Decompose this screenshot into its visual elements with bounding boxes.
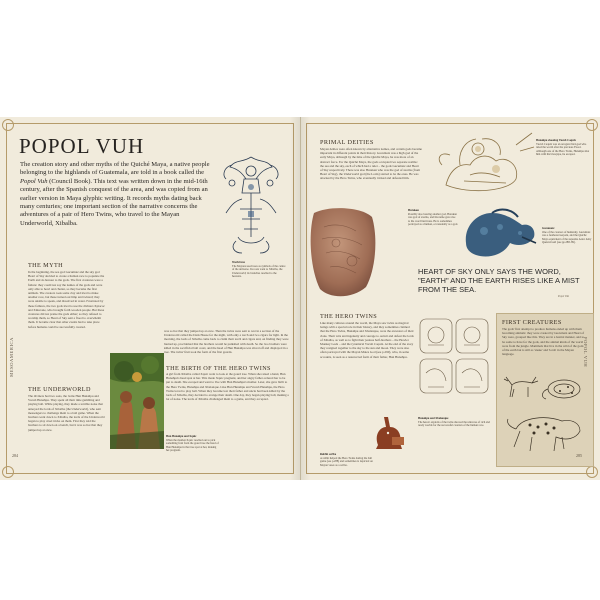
chapter-side-label: POPOL VUH	[583, 337, 588, 368]
intro-paragraph	[20, 161, 210, 228]
page-title: POPOL VUH	[19, 134, 145, 158]
intro-text-2: (Council Book). This text was written down in the mid-16th century, after the Spanish conquest of the area, and was copied from an earlier version in Maya glyphic writing. It records myths dating back many centuries; one important section of the narrative concerns the adventures of a pair of Hero Twins, who travel to the Mayan Underworld, Xibalba.	[20, 177, 208, 227]
book-spread	[0, 117, 600, 480]
hurakan-caption	[408, 209, 458, 227]
pull-quote: HEART OF SKY ONLY SAYS THE WORD, "EARTH" AND THE EARTH RISES LIKE A MIST FROM THE SEA.	[418, 267, 580, 294]
world-tree-illustration	[212, 149, 290, 257]
quote-attribution: Popol Vuh	[558, 295, 569, 298]
hunahpu-caption	[536, 139, 592, 157]
world-tree-caption	[232, 261, 286, 279]
caption-title: Hunahpu shooting Vucub Caquix	[536, 139, 576, 142]
caption-title: Hunahpu and Xbalanque	[418, 417, 449, 420]
caption-title: Hurakan	[408, 209, 419, 212]
primal-deities-body: Mayan deities were often known by alternative names, and certain gods became important in different points in their history. Gucumatz was a high god of the early Maya, although by the time of the Quiché Maya, he was more of an abstract force. For the Quiché Maya, the gods occupied two separate realms: the sea and the sky, each of which had a ruler – the gods Gucumatz and Heart of Sky respectively. There was also Hurakan who was the god of storms (from Heart of Sky), the Underworld god (the Lords) started to be the ones. He was attacked by the Hero Twins, who eventually tricked and defeated him.	[320, 147, 422, 181]
caption-text: A rabbit helped the Hero Twins during the ball game (see p.288) and sometimes is depicted on Mayan vases as a scribe.	[320, 456, 373, 467]
rabbit-scribe-drawing	[366, 415, 410, 453]
rabbit-caption	[320, 453, 376, 467]
caption-text: When the maiden Xquic reached out to pick something fruit from the gourd tree the head of Hun Hunahpu in that tree spat at her, making her pregnant.	[166, 438, 219, 452]
gucumatz-caption	[542, 227, 592, 245]
section-heading-underworld: THE UNDERWORLD	[28, 386, 91, 393]
the-myth-body: In the beginning, the sea god Gucumatz and the sky god Heart of Sky decided to create a human race to populate the Earth and do honour to the gods. The first creatures were a failure: they could not say the names of the gods and were only able to howl and chatter, so they became the first animals. The creators took some clay and tried to make another race, but these turned out limp and twisted; they were unable to speak, and dissolved in water. Frustrated by these failures, the two gods tried to use the diviners Xpiacoc and Xmucane, who brought forth wooden people. But these creatures did not praise the gods either; so they refused to worship them, so Heart of Sky sent a flood to overwhelm them. It became clear that other events had to take place before humans could be successfully created.	[28, 270, 105, 329]
underworld-body: The diviners had two sons, the twins Hun Hunahpu and Vucub Hunahpu. They spent all their time gambling and playing ball. While playing, they made a terrible noise that annoyed the lords of Xibalba (the Underworld), who sent messengers to challenge them to a ball game. When the brothers went down to Xibalba, the lords of the Underworld began to play cruel tricks on them. First they told the brothers to sit down on a bench, but it was so hot that they jumped up at once.	[28, 394, 105, 432]
border-ornament	[2, 119, 14, 131]
painting-caption	[166, 435, 220, 453]
section-heading-the-myth: THE MYTH	[28, 262, 63, 269]
section-side-label: MESOAMERICA	[9, 337, 14, 377]
page-number: 284	[12, 453, 18, 458]
caption-text: The Mayans used trees as symbols of the centre of the universe. Its roots went to Xibalba, the Underworld; its branches reached to the heavens.	[232, 264, 286, 278]
column-three-body: was so hot that they jumped up at once. Then the twins were sent to rest in a section of the Underworld called the Dark House for the night, with only a torch and two cigars for light. In the morning, the lords of Xibalba came back to claim their torch and cigars and, on finding they were burned up, proclaimed that the brothers would be punished with death. So the two brothers were killed in the sacrificial ball court, and the head of Hun Hunahpu was sliced off and displayed in a tree. The twins' fruit took the form of the first gourds.	[164, 329, 289, 355]
intro-text-1: The creation story and other myths of the Quiché Maya, a native people belonging to the highlands of Guatemala, are told in a book called the	[20, 161, 210, 177]
hero-twins-body: Like many cultures around the world, the Maya saw twins as magical beings with a special role in their history, and they sometimes claimed that the Hero Twins, Hunahpu and Xbalanque, were the ancestors of their clans. Their wits and ingenuity and courage to outwit and defeat the lords of Xibalba, as well as to fight their jealous half-brothers – the Howler Monkey Gods – and the tyrannical Vucub Caquix. At the end of the story they resigned together to the sky to the sun and moon. They were also often portrayed with the Mayan Maize God (see p.290), who, in some accounts, is seen as a resurrected form of their father, Hun Hunahpu.	[320, 321, 414, 359]
caption-title: World tree	[232, 261, 245, 264]
birth-body: A girl from Xibalba called Xquic went to look at the gourd tree. When she raised a hand, Hun Hunahpu's head spat at her. This made Xquic pregnant, and her angry father ordered her to be put to death. She escaped and went to live with Hun Hunahpu's mother. Later, she gave birth to the Hero Twins, Hunahpu and Xbalanque. Like Hun Hunahpu and Vucub Hunahpu, the Hero Twins loved to play ball. When they became lost their father and uncle had been killed by the lords of Xibalba, they decided to avenge their death. One day, they began playing ball, making a lot of noise. The lords of Xibalba challenged them to a game, and they accepted.	[166, 372, 289, 402]
first-creatures-body: The gods' first attempt to produce humans ended up with them becoming animals: they were created by Gucumatz and Heart of Sky were, grouped like this. They are in a bestial manner, and to be some to have for the gods, and the animal kinds of the world were from the jungle. Mammals that live in the wild of the gods of the earth but is still as 'snake' and 'lords' in the Mayan language.	[502, 327, 585, 357]
border-ornament	[586, 466, 598, 478]
twins-glyph-drawing	[416, 313, 494, 413]
animals-illustration	[502, 367, 588, 459]
border-ornament	[2, 466, 14, 478]
section-heading-primal-deities: PRIMAL DEITIES	[320, 139, 374, 146]
twins-glyph-caption	[418, 417, 492, 428]
right-page	[300, 117, 600, 480]
intro-book-title: Popol Vuh	[20, 177, 48, 185]
caption-text: Possibly also bearing another god, Hurakan was god of storms, and his name gave rise to the word hurricane. He is sometimes portrayed as a human, occasionally as a god.	[408, 212, 458, 226]
caption-text: One of the creators of humanity, Gucumatz was a feathered serpent, and the Quiché Maya equivalent of the supreme Aztec deity Quetzalcoatl (see pp.288–89).	[542, 230, 592, 244]
stone-tablet-photo	[306, 203, 380, 301]
caption-title: Hun Hunahpu and Xquic	[166, 435, 197, 438]
gutter-shadow	[290, 117, 300, 480]
left-page	[0, 117, 301, 480]
section-heading-hero-twins: THE HERO TWINS	[320, 313, 378, 320]
section-heading-first-creatures: FIRST CREATURES	[502, 319, 562, 326]
caption-text: The heroic exploits of the twins showed the universe of rich and ready worlds for the successful creation of the human race.	[418, 420, 490, 427]
border-ornament	[586, 119, 598, 131]
gucumatz-serpent-photo	[460, 203, 538, 261]
caption-title: Gucumatz	[542, 227, 555, 230]
hunahpu-drawing	[430, 125, 536, 199]
section-heading-birth: THE BIRTH OF THE HERO TWINS	[166, 365, 271, 372]
caption-text: Vucub Caquix was an arrogant bird-god who ruled the world after the previous Flood. Although one of the Hero Twins, Hunahpu shot him with his blowpipe, he escaped.	[536, 142, 590, 156]
page-number: 285	[576, 453, 582, 458]
caption-title: Rabbit scribe	[320, 453, 337, 456]
hun-hunahpu-xquic-painting	[110, 353, 164, 449]
